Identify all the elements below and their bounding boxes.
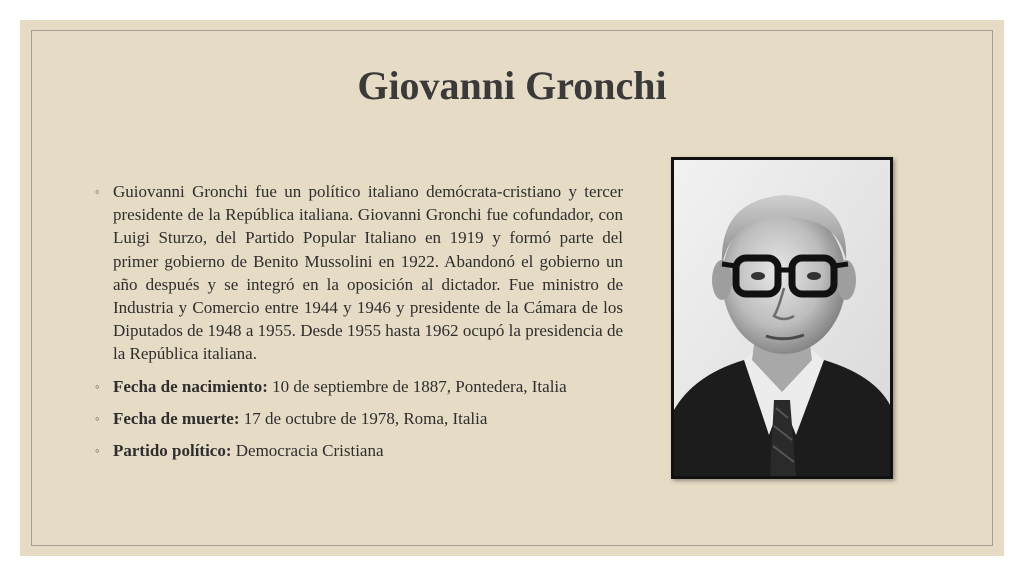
bullet-item-party <box>95 439 623 462</box>
death-date-value: 17 de octubre de 1978, Roma, Italia <box>239 408 488 428</box>
death-date-label: Fecha de muerte: <box>113 408 240 428</box>
party-label: Partido político: <box>113 441 232 461</box>
bullet-icon: ◦ <box>95 410 100 426</box>
bullet-item-birth-date <box>95 375 623 398</box>
biography-text: Guiovanni Gronchi fue un político italiano demócrata-cristiano y tercer presidente de la República italiana. Giovanni Gronchi fue cofundador, con Luigi Sturzo, del Partido Popular Italiano en 1919 y formó parte del primer gobierno de Benito Mussolini en 1922. Abandonó el gobierno un año después y se integró en la oposición al dictador. Fue ministro de Industria y Comercio entre 1944 y 1946 y presidente de la Cámara de los Diputados de 1948 a 1955. Desde 1955 hasta 1962 ocupó la presidencia de la República italiana. <box>113 182 623 364</box>
bullet-item-biography <box>95 180 623 366</box>
slide-title: Giovanni Gronchi <box>357 63 667 108</box>
bullet-icon: ◦ <box>95 184 100 199</box>
birth-date-value: 10 de septiembre de 1887, Pontedera, Italia <box>267 376 567 396</box>
bullet-list <box>95 180 623 471</box>
portrait-photo <box>674 160 890 476</box>
portrait-photo-frame <box>671 157 893 479</box>
bullet-item-death-date <box>95 407 623 430</box>
birth-date-label: Fecha de nacimiento: <box>113 376 268 396</box>
bullet-icon: ◦ <box>95 378 100 394</box>
bullet-icon: ◦ <box>95 443 100 459</box>
party-value: Democracia Cristiana <box>231 441 384 461</box>
slide <box>20 20 1004 556</box>
